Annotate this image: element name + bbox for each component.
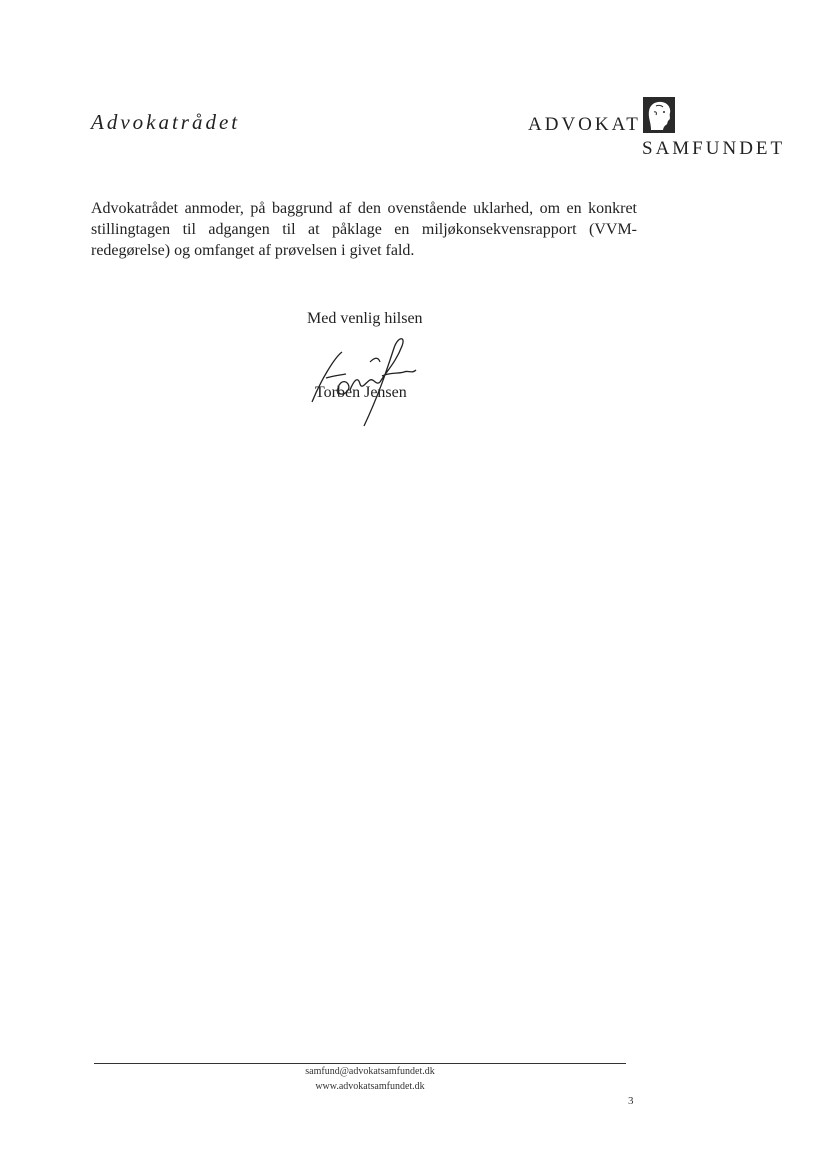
header-title: Advokatrådet xyxy=(91,110,241,134)
advokatsamfundet-logo xyxy=(528,96,798,166)
logo-word-advokat: ADVOKAT xyxy=(528,114,641,135)
handwritten-signature xyxy=(300,332,430,432)
footer-website: www.advokatsamfundet.dk xyxy=(315,1081,425,1092)
signatory-name: Torben Jensen xyxy=(315,384,407,401)
letter-paragraph: Advokatrådet anmoder, på baggrund af den ovenstående uklarhed, om en konkret stillingtagen til adgangen til at påklage en miljøkonsekvensrapport (VVM-redegørelse) og omfanget af prøvelsen i givet fald. xyxy=(91,200,637,259)
profile-head-emblem-icon xyxy=(642,96,676,134)
footer-divider xyxy=(94,1063,626,1064)
closing-salutation: Med venlig hilsen xyxy=(307,310,423,327)
logo-word-samfundet: SAMFUNDET xyxy=(642,138,786,159)
page-number: 3 xyxy=(628,1095,634,1107)
footer-email: samfund@advokatsamfundet.dk xyxy=(305,1066,435,1077)
